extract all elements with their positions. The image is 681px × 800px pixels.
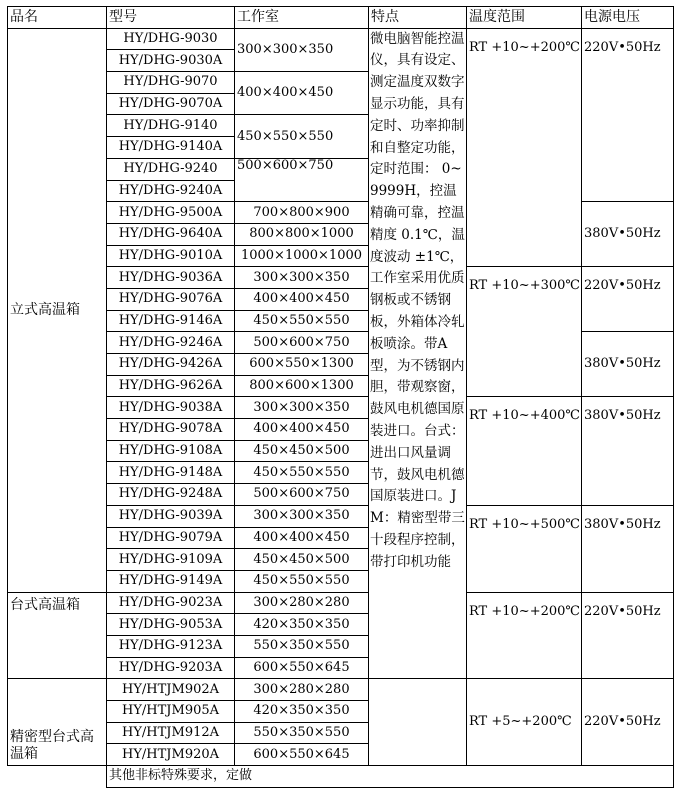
power-cell: 220V•50Hz: [582, 28, 674, 202]
spec-sheet: [7, 6, 674, 788]
footer-note: 其他非标特殊要求，定做: [107, 766, 674, 788]
chamber-cell: 300×300×350: [235, 28, 369, 71]
header-product-name: 品名: [8, 7, 107, 29]
model-cell: HY/HTJM920A: [107, 744, 235, 766]
model-cell: HY/DHG-9149A: [107, 570, 235, 592]
model-cell: HY/DHG-9053A: [107, 614, 235, 636]
model-cell: HY/DHG-9240A: [107, 180, 235, 202]
model-cell: HY/DHG-9039A: [107, 505, 235, 527]
chamber-cell: 400×400×450: [235, 288, 369, 310]
model-cell: HY/DHG-9146A: [107, 310, 235, 332]
model-cell: HY/DHG-9140A: [107, 137, 235, 159]
product-spec-table: [7, 6, 674, 788]
header-power: 电源电压: [582, 7, 674, 29]
model-cell: HY/DHG-9140: [107, 115, 235, 137]
chamber-cell: 500×600×750: [235, 484, 369, 506]
model-cell: HY/DHG-9010A: [107, 245, 235, 267]
chamber-cell: 600×550×1300: [235, 354, 369, 376]
chamber-cell: 400×400×450: [235, 72, 369, 115]
model-cell: HY/DHG-9108A: [107, 440, 235, 462]
table-row: [8, 267, 674, 289]
model-cell: HY/DHG-9640A: [107, 223, 235, 245]
model-cell: HY/DHG-9246A: [107, 332, 235, 354]
category-vertical: 立式高温箱: [8, 28, 107, 592]
footer-empty-cell: [8, 766, 107, 788]
chamber-cell: 400×400×450: [235, 527, 369, 549]
chamber-cell: 420×350×350: [235, 614, 369, 636]
model-cell: HY/DHG-9426A: [107, 354, 235, 376]
header-features: 特点: [369, 7, 467, 29]
chamber-cell: 300×280×280: [235, 679, 369, 701]
temp-range-cell: RT +10~+200℃: [467, 28, 582, 267]
chamber-cell: 420×350×350: [235, 701, 369, 723]
chamber-cell: 600×550×645: [235, 657, 369, 679]
model-cell: HY/DHG-9070: [107, 72, 235, 94]
power-cell: 220V•50Hz: [582, 592, 674, 679]
model-cell: HY/DHG-9070A: [107, 93, 235, 115]
power-cell: 380V•50Hz: [582, 397, 674, 505]
chamber-cell: 500×600×750: [235, 158, 369, 201]
chamber-cell: 300×300×350: [235, 267, 369, 289]
model-cell: HY/DHG-9240: [107, 158, 235, 180]
table-row: [8, 592, 674, 614]
chamber-cell: 450×550×550: [235, 310, 369, 332]
temp-range-cell: RT +10~+200℃: [467, 592, 582, 679]
model-cell: HY/HTJM912A: [107, 722, 235, 744]
header-row: [8, 7, 674, 29]
model-cell: HY/DHG-9023A: [107, 592, 235, 614]
model-cell: HY/HTJM902A: [107, 679, 235, 701]
power-cell: 380V•50Hz: [582, 505, 674, 592]
chamber-cell: 450×550×550: [235, 570, 369, 592]
model-cell: HY/HTJM905A: [107, 701, 235, 723]
chamber-cell: 300×280×280: [235, 592, 369, 614]
temp-range-cell: RT +10~+300℃: [467, 267, 582, 397]
chamber-cell: 1000×1000×1000: [235, 245, 369, 267]
model-cell: HY/DHG-9248A: [107, 484, 235, 506]
chamber-cell: 450×450×500: [235, 549, 369, 571]
model-cell: HY/DHG-9030: [107, 28, 235, 50]
model-cell: HY/DHG-9076A: [107, 288, 235, 310]
category-desktop: 台式高温箱: [8, 592, 107, 679]
table-row: [8, 28, 674, 50]
chamber-cell: 700×800×900: [235, 202, 369, 224]
chamber-cell: 800×800×1000: [235, 223, 369, 245]
model-cell: HY/DHG-9078A: [107, 419, 235, 441]
model-cell: HY/DHG-9038A: [107, 397, 235, 419]
header-model: 型号: [107, 7, 235, 29]
temp-range-cell: RT +10~+500℃: [467, 505, 582, 592]
chamber-cell: 600×550×645: [235, 744, 369, 766]
temp-range-cell: RT +10~+400℃: [467, 397, 582, 505]
power-cell: 220V•50Hz: [582, 267, 674, 332]
table-row: [8, 397, 674, 419]
model-cell: HY/DHG-9203A: [107, 657, 235, 679]
model-cell: HY/DHG-9079A: [107, 527, 235, 549]
header-chamber: 工作室: [235, 7, 369, 29]
model-cell: HY/DHG-9148A: [107, 462, 235, 484]
model-cell: HY/DHG-9109A: [107, 549, 235, 571]
model-cell: HY/DHG-9626A: [107, 375, 235, 397]
model-cell: HY/DHG-9030A: [107, 50, 235, 72]
table-row: [8, 679, 674, 701]
table-row: [8, 505, 674, 527]
model-cell: HY/DHG-9500A: [107, 202, 235, 224]
chamber-cell: 300×300×350: [235, 505, 369, 527]
chamber-cell: 450×550×550: [235, 115, 369, 158]
chamber-cell: 400×400×450: [235, 419, 369, 441]
chamber-cell: 800×600×1300: [235, 375, 369, 397]
chamber-cell: 450×550×550: [235, 462, 369, 484]
category-precision: 精密型台式高温箱: [8, 679, 107, 766]
header-temp-range: 温度范围: [467, 7, 582, 29]
temp-range-cell: RT +5~+200℃: [467, 679, 582, 766]
model-cell: HY/DHG-9036A: [107, 267, 235, 289]
power-cell: 220V•50Hz: [582, 679, 674, 766]
chamber-cell: 500×600×750: [235, 332, 369, 354]
chamber-cell: 550×350×550: [235, 722, 369, 744]
features-cell: 微电脑智能控温仪，具有设定、测定温度双数字显示功能，具有定时、功率抑制和自整定功能，定时范围： 0~9999H，控温精确可靠，控温精度 0.1℃，温度波动 ±1℃，工作室采用优质钢板或不锈钢板，外箱体冷轧板喷涂。带A型，为不锈钢内胆，带观察窗，鼓风电机德国原装进口。台式：进出口风量调节，鼓风电机德国原装进口。JM：精密型带三十段程序控制，带打印机功能: [369, 28, 467, 679]
footer-row: [8, 766, 674, 788]
chamber-cell: 300×300×350: [235, 397, 369, 419]
power-cell: 380V•50Hz: [582, 202, 674, 267]
chamber-cell: 450×450×500: [235, 440, 369, 462]
chamber-cell: 550×350×550: [235, 635, 369, 657]
power-cell: 380V•50Hz: [582, 332, 674, 397]
model-cell: HY/DHG-9123A: [107, 635, 235, 657]
features-blank-cell: [369, 679, 467, 766]
